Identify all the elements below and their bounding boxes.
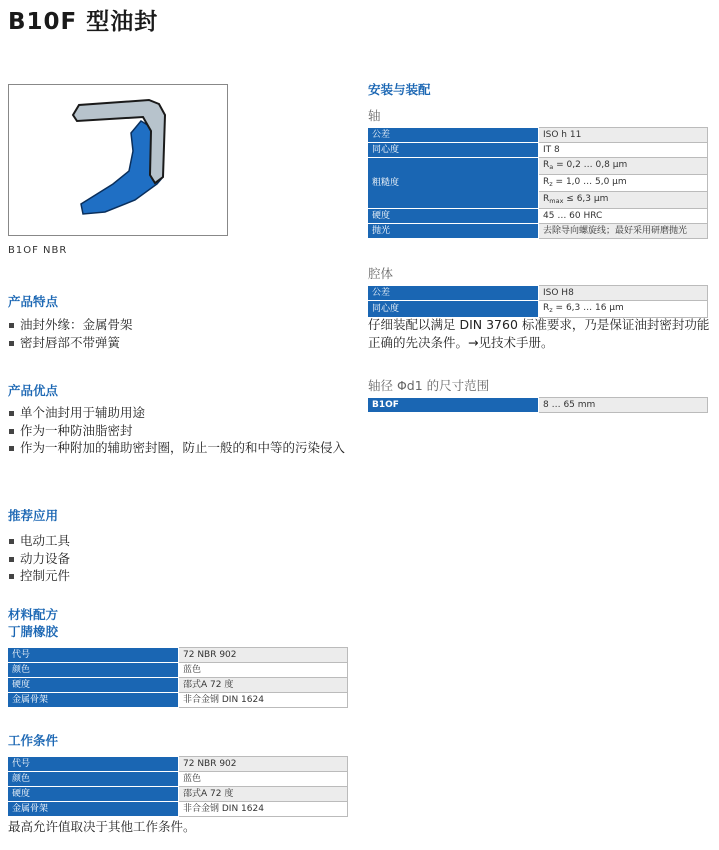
table-key: 颜色 xyxy=(8,663,179,678)
conditions-table xyxy=(7,756,348,817)
table-row xyxy=(368,158,708,175)
table-key: 公差 xyxy=(368,128,539,143)
advantages-list xyxy=(8,404,348,457)
list-item: 油封外缘：金属骨架 xyxy=(8,316,133,334)
table-key: 抛光 xyxy=(368,224,539,239)
table-value: 蓝色 xyxy=(179,663,348,678)
table-row xyxy=(8,678,348,693)
list-item: 控制元件 xyxy=(8,567,70,585)
conditions-note: 最高允许值取决于其他工作条件。 xyxy=(8,819,196,834)
list-item: 单个油封用于辅助用途 xyxy=(8,404,348,422)
list-item: 密封唇部不带弹簧 xyxy=(8,334,133,352)
housing-table xyxy=(367,285,708,318)
table-key: 硬度 xyxy=(8,787,179,802)
table-row xyxy=(8,648,348,663)
table-row xyxy=(8,772,348,787)
table-row xyxy=(8,787,348,802)
table-key: 粗糙度 xyxy=(368,158,539,209)
table-row xyxy=(8,663,348,678)
range-heading: 轴径 Φd1 的尺寸范围 xyxy=(368,378,490,393)
page-title: B10F 型油封 xyxy=(8,9,159,35)
table-row xyxy=(368,398,708,413)
housing-heading: 腔体 xyxy=(368,266,394,281)
metal-case-shape xyxy=(73,100,165,183)
list-item: 作为一种防油脂密封 xyxy=(8,422,348,440)
table-value: ISO H8 xyxy=(539,286,708,301)
table-key: 硬度 xyxy=(8,678,179,693)
table-row xyxy=(368,209,708,224)
features-list xyxy=(8,316,133,351)
table-value: $R_z = 6,3$ … 16 µm xyxy=(539,301,708,318)
housing-note: 仔细装配以满足 DIN 3760 标准要求，乃是保证油封密封功能正确的先决条件。→见技术手册。 xyxy=(368,317,710,350)
table-value: 45 … 60 HRC xyxy=(539,209,708,224)
materials-table xyxy=(7,647,348,708)
table-key: 代号 xyxy=(8,757,179,772)
table-key: 代号 xyxy=(8,648,179,663)
table-row xyxy=(368,128,708,143)
applications-list xyxy=(8,532,70,585)
table-value: 邵式A 72 度 xyxy=(179,787,348,802)
table-row xyxy=(368,224,708,239)
materials-subheading: 丁腈橡胶 xyxy=(8,624,59,639)
table-row xyxy=(8,693,348,708)
table-key: 颜色 xyxy=(8,772,179,787)
list-item: 作为一种附加的辅助密封圈，防止一般的和中等的污染侵入 xyxy=(8,439,348,457)
table-value: 72 NBR 902 xyxy=(179,648,348,663)
features-heading: 产品特点 xyxy=(8,294,59,309)
seal-cross-section-image xyxy=(8,84,228,236)
table-value: $R_{max} \le 6,3$ µm xyxy=(539,192,708,209)
table-key: 同心度 xyxy=(368,301,539,318)
table-value: 去除导向螺旋线；最好采用研磨抛光 xyxy=(539,224,708,239)
advantages-heading: 产品优点 xyxy=(8,383,59,398)
table-key: 硬度 xyxy=(368,209,539,224)
table-value: 8 … 65 mm xyxy=(539,398,708,413)
table-value: 非合金钢 DIN 1624 xyxy=(179,693,348,708)
applications-heading: 推荐应用 xyxy=(8,508,59,523)
materials-heading: 材料配方 xyxy=(8,607,59,622)
table-key: 金属骨架 xyxy=(8,802,179,817)
installation-heading: 安装与装配 xyxy=(368,82,431,97)
table-value: $R_z = 1,0$ … 5,0 µm xyxy=(539,175,708,192)
table-value: 非合金钢 DIN 1624 xyxy=(179,802,348,817)
shaft-heading: 轴 xyxy=(368,108,381,123)
table-row xyxy=(8,802,348,817)
image-caption: B1OF NBR xyxy=(8,245,68,256)
table-value: 72 NBR 902 xyxy=(179,757,348,772)
table-key: 同心度 xyxy=(368,143,539,158)
list-item: 动力设备 xyxy=(8,550,70,568)
table-key: B1OF xyxy=(368,398,539,413)
table-value: 邵式A 72 度 xyxy=(179,678,348,693)
conditions-heading: 工作条件 xyxy=(8,733,59,748)
shaft-table xyxy=(367,127,708,239)
table-value: IT 8 xyxy=(539,143,708,158)
table-key: 金属骨架 xyxy=(8,693,179,708)
table-key: 公差 xyxy=(368,286,539,301)
table-row xyxy=(368,143,708,158)
range-table xyxy=(367,397,708,413)
table-value: $R_a = 0,2$ … 0,8 µm xyxy=(539,158,708,175)
table-row xyxy=(8,757,348,772)
table-value: 蓝色 xyxy=(179,772,348,787)
table-value: ISO h 11 xyxy=(539,128,708,143)
table-row xyxy=(368,301,708,318)
table-row xyxy=(368,286,708,301)
list-item: 电动工具 xyxy=(8,532,70,550)
